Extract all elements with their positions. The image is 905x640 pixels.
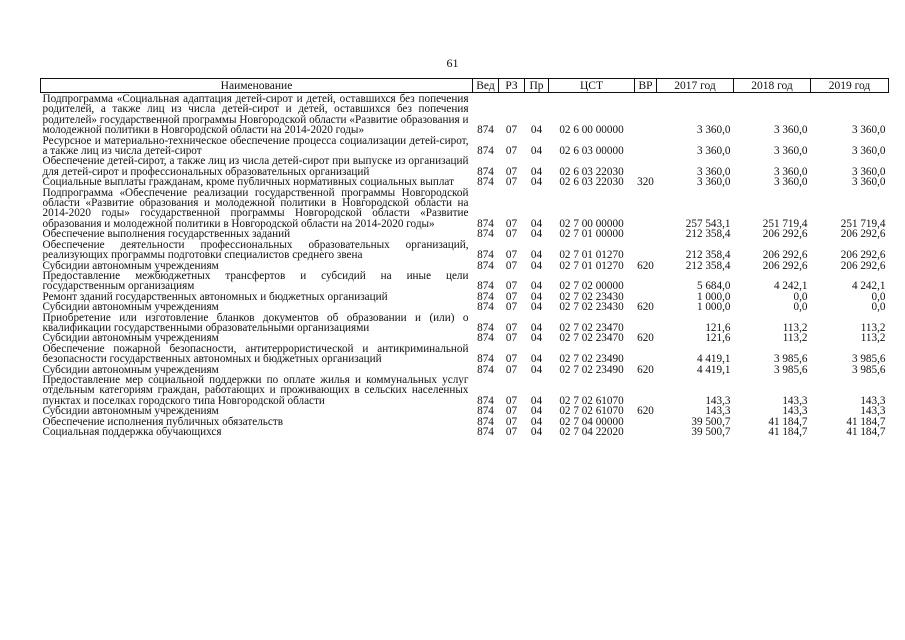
row-ved: 874 bbox=[477, 145, 494, 158]
row-2017: 39 500,7 bbox=[691, 415, 731, 428]
row-name: Субсидии автономным учреждениям bbox=[42, 301, 219, 314]
row-name: Субсидии автономным учреждениям bbox=[42, 405, 219, 418]
row-2018: 251 719,4 bbox=[762, 217, 808, 230]
row-2019: 3 360,0 bbox=[851, 145, 886, 158]
row-cst: 02 7 00 00000 bbox=[559, 217, 624, 230]
row-2017: 1 000,0 bbox=[696, 290, 731, 303]
row-name: Социальные выплаты гражданам, кроме публичных нормативных социальных выплат bbox=[42, 176, 454, 189]
row-2018: 3 360,0 bbox=[773, 176, 808, 189]
row-name: Приобретение или изготовление бланков документов об образовании и (или) о квалификации государственными образовательными организациями bbox=[42, 311, 469, 334]
row-name: Предоставление мер социальной поддержки по оплате жилья и коммунальных услуг отдельным категориям граждан, работающих и проживающих в сельских населенных пунктах и поселках городского типа Новгородской области bbox=[42, 373, 469, 407]
header-name: Наименование bbox=[41, 79, 473, 93]
row-2019: 206 292,6 bbox=[840, 259, 886, 272]
table-row bbox=[41, 302, 889, 312]
row-2018: 113,2 bbox=[782, 332, 808, 345]
table-row bbox=[41, 136, 889, 157]
row-name: Социальная поддержка обучающихся bbox=[42, 426, 222, 438]
row-2018: 143,3 bbox=[782, 394, 808, 407]
row-rz: 07 bbox=[505, 332, 518, 345]
row-2019: 113,2 bbox=[860, 332, 886, 345]
row-name: Обеспечение исполнения публичных обязательств bbox=[42, 415, 284, 428]
row-2017: 212 358,4 bbox=[685, 228, 731, 241]
row-vr bbox=[635, 271, 657, 292]
row-2017: 39 500,7 bbox=[691, 426, 731, 438]
row-ved: 874 bbox=[477, 280, 494, 293]
row-2017: 257 543,1 bbox=[685, 217, 731, 230]
row-name: Обеспечение детей-сирот, а также лиц из числа детей-сирот при выпуске из организаций для детей-сирот и профессиональных образовательных организаций bbox=[42, 155, 469, 178]
row-rz: 07 bbox=[505, 405, 518, 418]
row-vr bbox=[635, 136, 657, 157]
row-2019: 0,0 bbox=[871, 290, 886, 303]
header-vr: ВР bbox=[635, 79, 657, 93]
row-pr: 04 bbox=[530, 249, 543, 262]
row-2019: 41 184,7 bbox=[846, 426, 886, 438]
row-vr: 620 bbox=[637, 259, 654, 272]
row-pr: 04 bbox=[530, 405, 543, 418]
row-2017: 3 360,0 bbox=[696, 176, 731, 189]
row-pr: 04 bbox=[530, 228, 543, 241]
page-number: 61 bbox=[446, 56, 459, 70]
row-pr: 04 bbox=[530, 259, 543, 272]
row-2018: 3 985,6 bbox=[773, 363, 808, 376]
table-row bbox=[41, 344, 889, 365]
row-name: Субсидии автономным учреждениям bbox=[42, 363, 219, 376]
row-vr bbox=[635, 240, 657, 261]
row-name: Ресурсное и материально-техническое обеспечение процесса социализации детей-сирот, а также лиц из числа детей-сирот bbox=[42, 134, 469, 158]
row-ved: 874 bbox=[477, 363, 494, 376]
row-2019: 143,3 bbox=[860, 394, 886, 407]
row-rz: 07 bbox=[505, 426, 518, 438]
row-2018: 206 292,6 bbox=[762, 228, 808, 241]
row-2018: 113,2 bbox=[782, 321, 808, 334]
row-2019: 41 184,7 bbox=[846, 415, 886, 428]
row-2018: 0,0 bbox=[793, 290, 808, 303]
row-pr: 04 bbox=[530, 145, 543, 158]
row-ved: 874 bbox=[477, 301, 494, 314]
row-ved: 874 bbox=[477, 394, 494, 407]
row-2018: 4 242,1 bbox=[773, 280, 808, 293]
header-2018: 2018 год bbox=[734, 79, 811, 93]
row-rz: 07 bbox=[505, 290, 518, 303]
row-cst: 02 7 04 22020 bbox=[559, 426, 624, 438]
row-vr bbox=[635, 417, 657, 427]
row-2019: 206 292,6 bbox=[840, 228, 886, 241]
row-ved: 874 bbox=[477, 165, 494, 178]
row-2017: 1 000,0 bbox=[696, 301, 731, 314]
row-ved: 874 bbox=[477, 228, 494, 241]
row-rz: 07 bbox=[505, 228, 518, 241]
row-2019: 206 292,6 bbox=[840, 249, 886, 262]
header-2017: 2017 год bbox=[657, 79, 734, 93]
row-ved: 874 bbox=[477, 290, 494, 303]
row-2017: 3 360,0 bbox=[696, 145, 731, 158]
row-ved: 874 bbox=[477, 124, 494, 137]
row-2017: 143,3 bbox=[705, 405, 731, 418]
row-cst: 02 7 02 23470 bbox=[559, 321, 624, 334]
row-ved: 874 bbox=[477, 321, 494, 334]
row-vr bbox=[635, 344, 657, 365]
row-cst: 02 6 00 00000 bbox=[559, 124, 624, 137]
table-row bbox=[41, 375, 889, 406]
table-row bbox=[41, 188, 889, 230]
row-pr: 04 bbox=[530, 124, 543, 137]
row-ved: 874 bbox=[477, 353, 494, 366]
row-2017: 4 419,1 bbox=[696, 353, 731, 366]
header-pr: Пр bbox=[525, 79, 549, 93]
row-rz: 07 bbox=[505, 301, 518, 314]
row-pr: 04 bbox=[530, 394, 543, 407]
row-name: Ремонт зданий государственных автономных и бюджетных организаций bbox=[42, 290, 388, 303]
row-vr: 620 bbox=[637, 332, 654, 345]
row-2017: 3 360,0 bbox=[696, 165, 731, 178]
row-2018: 3 360,0 bbox=[773, 124, 808, 137]
row-rz: 07 bbox=[505, 353, 518, 366]
row-name: Предоставление межбюджетных трансфертов и субсидий на иные цели государственным организациям bbox=[42, 269, 469, 293]
row-pr: 04 bbox=[530, 217, 543, 230]
row-pr: 04 bbox=[530, 426, 543, 438]
row-2017: 212 358,4 bbox=[685, 259, 731, 272]
row-cst: 02 7 04 00000 bbox=[559, 415, 624, 428]
row-cst: 02 7 02 61070 bbox=[559, 394, 624, 407]
row-cst: 02 7 02 23430 bbox=[559, 290, 624, 303]
row-2018: 143,3 bbox=[782, 405, 808, 418]
row-ved: 874 bbox=[477, 426, 494, 438]
row-pr: 04 bbox=[530, 415, 543, 428]
row-pr: 04 bbox=[530, 290, 543, 303]
header-2019: 2019 год bbox=[811, 79, 889, 93]
row-name: Обеспечение деятельности профессиональных образовательных организаций, реализующих программы подготовки специалистов среднего звена bbox=[42, 238, 469, 262]
table-header-row bbox=[41, 79, 889, 93]
row-cst: 02 7 01 01270 bbox=[559, 249, 624, 262]
row-2017: 4 419,1 bbox=[696, 363, 731, 376]
row-cst: 02 7 02 23430 bbox=[559, 301, 624, 314]
row-vr: 620 bbox=[637, 301, 654, 314]
row-ved: 874 bbox=[477, 217, 494, 230]
row-2018: 206 292,6 bbox=[762, 249, 808, 262]
row-rz: 07 bbox=[505, 415, 518, 428]
header-cst: ЦСТ bbox=[549, 79, 635, 93]
row-pr: 04 bbox=[530, 165, 543, 178]
row-2018: 3 360,0 bbox=[773, 145, 808, 158]
row-pr: 04 bbox=[530, 301, 543, 314]
row-vr bbox=[635, 375, 657, 406]
row-rz: 07 bbox=[505, 165, 518, 178]
row-2019: 0,0 bbox=[871, 301, 886, 314]
table-row bbox=[41, 93, 889, 136]
row-cst: 02 7 02 00000 bbox=[559, 280, 624, 293]
row-vr bbox=[635, 188, 657, 230]
row-vr bbox=[635, 427, 657, 437]
row-rz: 07 bbox=[505, 363, 518, 376]
table-row bbox=[41, 156, 889, 177]
row-name: Подпрограмма «Обеспечение реализации государственной программы Новгородской области «Развитие образования и молодежной политики в Новгородской области на 2014-2020 годы» государственной программы Новгородской области «Развитие образования и молодежной политики в Новгородской области на 2014-2020 годы» bbox=[42, 186, 469, 230]
row-vr: 620 bbox=[637, 405, 654, 418]
row-pr: 04 bbox=[530, 363, 543, 376]
row-2019: 3 360,0 bbox=[851, 165, 886, 178]
row-cst: 02 6 03 00000 bbox=[559, 145, 624, 158]
row-ved: 874 bbox=[477, 405, 494, 418]
row-2019: 3 985,6 bbox=[851, 363, 886, 376]
row-pr: 04 bbox=[530, 332, 543, 345]
row-rz: 07 bbox=[505, 280, 518, 293]
row-vr: 320 bbox=[637, 176, 654, 189]
row-2018: 3 360,0 bbox=[773, 165, 808, 178]
row-cst: 02 7 02 23490 bbox=[559, 353, 624, 366]
header-ved: Вед bbox=[473, 79, 499, 93]
table-row bbox=[41, 313, 889, 334]
row-2018: 41 184,7 bbox=[768, 415, 808, 428]
table-row bbox=[41, 427, 889, 437]
row-2018: 3 985,6 bbox=[773, 353, 808, 366]
header-rz: РЗ bbox=[499, 79, 525, 93]
row-2017: 143,3 bbox=[705, 394, 731, 407]
row-name: Обеспечение пожарной безопасности, антитеррористической и антикриминальной безопасности государственных автономных и бюджетных организаций bbox=[42, 342, 469, 366]
row-rz: 07 bbox=[505, 321, 518, 334]
row-cst: 02 6 03 22030 bbox=[559, 176, 624, 189]
row-cst: 02 7 01 01270 bbox=[559, 259, 624, 272]
row-pr: 04 bbox=[530, 321, 543, 334]
row-name: Подпрограмма «Социальная адаптация детей-сирот и детей, оставшихся без попечения родителей, а также лиц из числа детей-сирот и детей, оставшихся без попечения родителей» государственной программы Новгородской области «Развитие образования и молодежной политики в Новгородской области на 2014-2020 годы» bbox=[42, 93, 469, 137]
row-ved: 874 bbox=[477, 176, 494, 189]
row-vr bbox=[635, 93, 657, 136]
row-2019: 3 360,0 bbox=[851, 176, 886, 189]
row-2019: 3 360,0 bbox=[851, 124, 886, 137]
row-2019: 113,2 bbox=[860, 321, 886, 334]
row-2019: 3 985,6 bbox=[851, 353, 886, 366]
table-row bbox=[41, 240, 889, 261]
row-name: Субсидии автономным учреждениям bbox=[42, 332, 219, 345]
row-2019: 4 242,1 bbox=[851, 280, 886, 293]
row-2018: 206 292,6 bbox=[762, 259, 808, 272]
row-pr: 04 bbox=[530, 280, 543, 293]
table-body bbox=[41, 93, 889, 438]
row-ved: 874 bbox=[477, 332, 494, 345]
budget-table bbox=[40, 78, 889, 437]
row-cst: 02 6 03 22030 bbox=[559, 165, 624, 178]
row-cst: 02 7 02 23470 bbox=[559, 332, 624, 345]
row-rz: 07 bbox=[505, 249, 518, 262]
row-rz: 07 bbox=[505, 217, 518, 230]
row-pr: 04 bbox=[530, 176, 543, 189]
row-vr bbox=[635, 229, 657, 239]
row-2019: 251 719,4 bbox=[840, 217, 886, 230]
row-vr bbox=[635, 313, 657, 334]
row-2017: 212 358,4 bbox=[685, 249, 731, 262]
row-vr: 620 bbox=[637, 363, 654, 376]
row-cst: 02 7 02 61070 bbox=[559, 405, 624, 418]
row-rz: 07 bbox=[505, 394, 518, 407]
row-2017: 3 360,0 bbox=[696, 124, 731, 137]
row-rz: 07 bbox=[505, 124, 518, 137]
row-ved: 874 bbox=[477, 415, 494, 428]
row-rz: 07 bbox=[505, 259, 518, 272]
row-name: Обеспечение выполнения государственных заданий bbox=[42, 228, 291, 241]
row-cst: 02 7 02 23490 bbox=[559, 363, 624, 376]
row-rz: 07 bbox=[505, 145, 518, 158]
row-2017: 121,6 bbox=[705, 332, 731, 345]
row-ved: 874 bbox=[477, 249, 494, 262]
row-name: Субсидии автономным учреждениям bbox=[42, 259, 219, 272]
row-2018: 0,0 bbox=[793, 301, 808, 314]
row-2019: 143,3 bbox=[860, 405, 886, 418]
row-2017: 5 684,0 bbox=[696, 280, 731, 293]
row-pr: 04 bbox=[530, 353, 543, 366]
row-cst: 02 7 01 00000 bbox=[559, 228, 624, 241]
row-2018: 41 184,7 bbox=[768, 426, 808, 438]
row-rz: 07 bbox=[505, 176, 518, 189]
table-row bbox=[41, 271, 889, 292]
row-ved: 874 bbox=[477, 259, 494, 272]
row-vr bbox=[635, 156, 657, 177]
row-2017: 121,6 bbox=[705, 321, 731, 334]
